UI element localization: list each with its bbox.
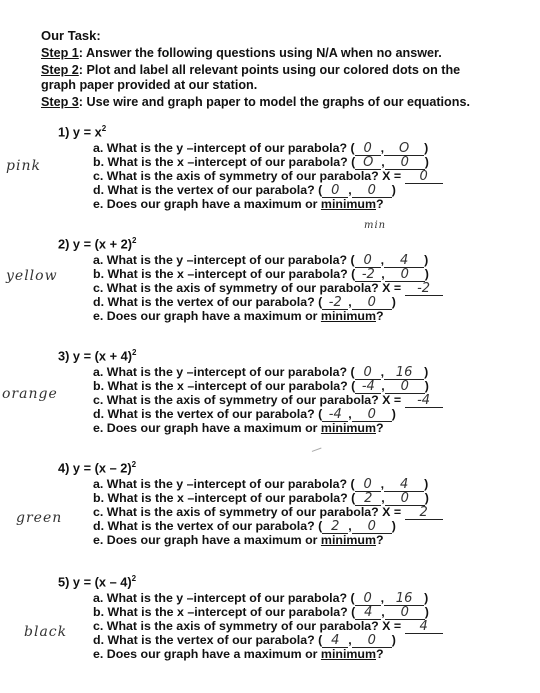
- question-text: e. Does our graph have a maximum or: [93, 421, 321, 435]
- step-3: [41, 95, 481, 110]
- comma: ,: [348, 407, 352, 421]
- close-paren: ): [391, 295, 396, 309]
- answer-field[interactable]: 0: [355, 254, 381, 268]
- comma: ,: [348, 519, 352, 533]
- question-b: [93, 155, 429, 170]
- answer-field[interactable]: 16: [384, 592, 424, 606]
- answer-field[interactable]: 16: [384, 366, 424, 380]
- answer-field[interactable]: 0: [355, 592, 381, 606]
- answer-field[interactable]: 0: [385, 606, 425, 620]
- answer-field[interactable]: 0: [352, 408, 392, 422]
- question-text: a. What is the y –intercept of our parabola? (: [93, 477, 355, 491]
- question-b: [93, 491, 429, 506]
- stray-pencil-mark: [312, 448, 324, 460]
- question-text: b. What is the x –intercept of our parabola? (: [93, 267, 356, 281]
- question-e: [93, 197, 384, 211]
- close-paren: ): [391, 519, 396, 533]
- question-a: [93, 591, 428, 606]
- answer-field[interactable]: 0: [352, 634, 392, 648]
- equation: 2) y = (x + 2): [58, 236, 132, 252]
- question-a: [93, 365, 428, 380]
- question-text: a. What is the y –intercept of our parabola? (: [93, 253, 355, 267]
- question-text: d. What is the vertex of our parabola? (: [93, 407, 323, 421]
- comma: ,: [380, 591, 385, 605]
- question-b: [93, 267, 429, 282]
- close-paren: ): [424, 253, 429, 267]
- minimum-underlined: minimum: [320, 533, 376, 547]
- minimum-underlined: minimum: [320, 647, 376, 661]
- equation: 3) y = (x + 4): [58, 348, 132, 364]
- handwritten-note: min: [364, 220, 387, 231]
- question-text: b. What is the x –intercept of our parabola? (: [93, 155, 356, 169]
- question-e: [93, 647, 384, 661]
- question-c: [93, 169, 443, 184]
- answer-field[interactable]: 2: [355, 492, 381, 506]
- answer-field[interactable]: 2: [322, 520, 348, 534]
- exponent: 2: [131, 348, 137, 357]
- answer-field[interactable]: 0: [355, 478, 381, 492]
- question-b: [93, 379, 429, 394]
- comma: ,: [381, 379, 385, 393]
- question-text: c. What is the axis of symmetry of our parabola? X =: [93, 169, 402, 183]
- question-e: [93, 533, 384, 547]
- answer-field[interactable]: 0: [352, 296, 392, 310]
- answer-field[interactable]: -2: [405, 282, 443, 296]
- answer-field[interactable]: -4: [322, 408, 348, 422]
- question-d: [93, 633, 396, 648]
- comma: ,: [380, 477, 385, 491]
- comma: ,: [348, 633, 352, 647]
- minimum-underlined: minimum: [320, 197, 376, 211]
- equation: 4) y = (x – 2): [58, 460, 132, 476]
- question-text: a. What is the y –intercept of our parabola? (: [93, 591, 355, 605]
- close-paren: ): [424, 591, 429, 605]
- question-d: [93, 519, 396, 534]
- comma: ,: [380, 141, 385, 155]
- question-mark: ?: [376, 647, 384, 661]
- handwritten-color-label: black: [24, 624, 68, 640]
- comma: ,: [348, 183, 352, 197]
- question-text: c. What is the axis of symmetry of our parabola? X =: [93, 281, 402, 295]
- minimum-underlined: minimum: [320, 421, 376, 435]
- question-d: [93, 295, 396, 310]
- question-d: [93, 183, 396, 198]
- problem-title: [58, 574, 136, 589]
- handwritten-color-label: yellow: [6, 268, 58, 284]
- close-paren: ): [424, 491, 429, 505]
- step-text: : Use wire and graph paper to model the graphs of our equations.: [78, 95, 470, 109]
- answer-field[interactable]: 2: [405, 506, 443, 520]
- close-paren: ): [424, 141, 429, 155]
- question-text: b. What is the x –intercept of our parabola? (: [93, 605, 356, 619]
- step-label: Step 2: [41, 63, 79, 77]
- question-text: e. Does our graph have a maximum or: [93, 197, 321, 211]
- question-e: [93, 309, 384, 323]
- problem-title: [58, 460, 136, 475]
- question-text: e. Does our graph have a maximum or: [93, 309, 321, 323]
- question-b: [93, 605, 429, 620]
- answer-field[interactable]: 4: [322, 634, 348, 648]
- answer-field[interactable]: 0: [405, 170, 443, 184]
- question-text: e. Does our graph have a maximum or: [93, 533, 321, 547]
- step-1: [41, 46, 481, 61]
- question-a: [93, 141, 428, 156]
- question-c: [93, 619, 443, 634]
- question-text: a. What is the y –intercept of our parabola? (: [93, 365, 355, 379]
- problem-title: [58, 124, 106, 139]
- question-text: e. Does our graph have a maximum or: [93, 647, 321, 661]
- close-paren: ): [424, 365, 429, 379]
- step-text: : Plot and label all relevant points using our colored dots on the graph paper provided at our station.: [41, 63, 461, 92]
- comma: ,: [381, 491, 385, 505]
- exponent: 2: [131, 236, 137, 245]
- exponent: 2: [131, 574, 137, 583]
- answer-field[interactable]: 0: [385, 268, 425, 282]
- answer-field[interactable]: -2: [322, 296, 348, 310]
- answer-field[interactable]: O: [384, 142, 424, 156]
- close-paren: ): [424, 477, 429, 491]
- close-paren: ): [424, 605, 429, 619]
- close-paren: ): [391, 407, 396, 421]
- answer-field[interactable]: 4: [355, 606, 381, 620]
- question-mark: ?: [376, 197, 384, 211]
- question-c: [93, 393, 443, 408]
- question-c: [93, 505, 443, 520]
- comma: ,: [380, 253, 385, 267]
- question-text: c. What is the axis of symmetry of our parabola? X =: [93, 393, 402, 407]
- close-paren: ): [424, 379, 429, 393]
- answer-field[interactable]: -4: [405, 394, 443, 408]
- question-text: b. What is the x –intercept of our parabola? (: [93, 491, 356, 505]
- problem-title: [58, 348, 136, 363]
- answer-field[interactable]: 0: [355, 142, 381, 156]
- close-paren: ): [391, 633, 396, 647]
- question-text: c. What is the axis of symmetry of our parabola? X =: [93, 619, 402, 633]
- question-mark: ?: [376, 309, 384, 323]
- handwritten-color-label: orange: [2, 386, 58, 402]
- question-d: [93, 407, 396, 422]
- comma: ,: [381, 155, 385, 169]
- answer-field[interactable]: O: [355, 156, 381, 170]
- exponent: 2: [131, 460, 137, 469]
- minimum-underlined: minimum: [320, 309, 376, 323]
- answer-field[interactable]: 0: [355, 366, 381, 380]
- question-text: d. What is the vertex of our parabola? (: [93, 519, 323, 533]
- step-label: Step 1: [41, 46, 79, 60]
- comma: ,: [348, 295, 352, 309]
- question-text: d. What is the vertex of our parabola? (: [93, 295, 323, 309]
- problem-title: [58, 236, 136, 251]
- handwritten-color-label: green: [16, 510, 63, 526]
- question-c: [93, 281, 443, 296]
- answer-field[interactable]: 0: [385, 492, 425, 506]
- answer-field[interactable]: 4: [405, 620, 443, 634]
- answer-field[interactable]: -4: [355, 380, 381, 394]
- step-label: Step 3: [41, 95, 79, 109]
- question-e: [93, 421, 384, 435]
- question-text: a. What is the y –intercept of our parabola? (: [93, 141, 355, 155]
- step-2: [41, 63, 481, 93]
- answer-field[interactable]: 0: [385, 380, 425, 394]
- close-paren: ): [391, 183, 396, 197]
- comma: ,: [381, 267, 385, 281]
- equation: 5) y = (x – 4): [58, 574, 132, 590]
- answer-field[interactable]: 0: [352, 520, 392, 534]
- answer-field[interactable]: 4: [384, 478, 424, 492]
- equation: 1) y = x: [58, 124, 102, 140]
- comma: ,: [381, 605, 385, 619]
- question-text: c. What is the axis of symmetry of our parabola? X =: [93, 505, 402, 519]
- answer-field[interactable]: -2: [355, 268, 381, 282]
- answer-field[interactable]: 0: [385, 156, 425, 170]
- answer-field[interactable]: 0: [352, 184, 392, 198]
- question-mark: ?: [376, 533, 384, 547]
- question-a: [93, 253, 428, 268]
- exponent: 2: [101, 124, 107, 133]
- comma: ,: [380, 365, 385, 379]
- answer-field[interactable]: 0: [322, 184, 348, 198]
- question-text: d. What is the vertex of our parabola? (: [93, 183, 323, 197]
- question-a: [93, 477, 428, 492]
- close-paren: ): [424, 155, 429, 169]
- close-paren: ): [424, 267, 429, 281]
- task-heading: Our Task:: [41, 28, 101, 43]
- question-text: d. What is the vertex of our parabola? (: [93, 633, 323, 647]
- handwritten-color-label: pink: [6, 158, 41, 174]
- step-text: : Answer the following questions using N/A when no answer.: [78, 46, 442, 60]
- question-text: b. What is the x –intercept of our parabola? (: [93, 379, 356, 393]
- answer-field[interactable]: 4: [384, 254, 424, 268]
- question-mark: ?: [376, 421, 384, 435]
